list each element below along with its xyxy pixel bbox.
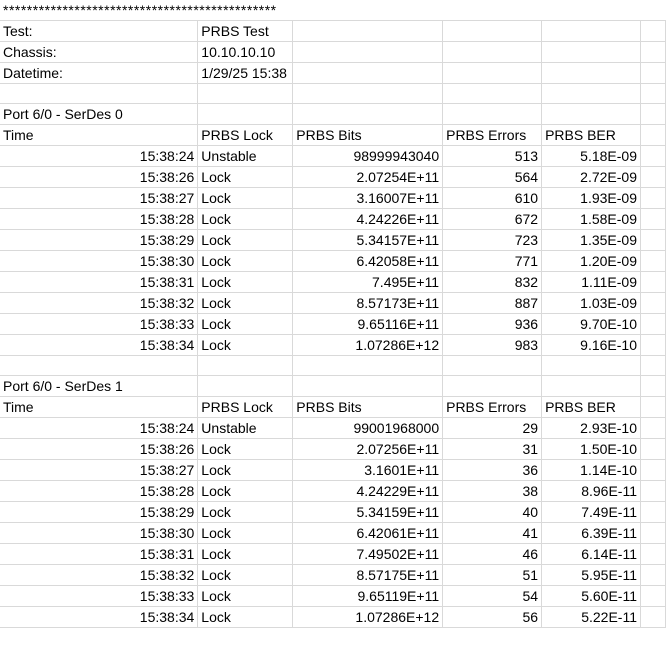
- empty-cell[interactable]: [641, 104, 666, 125]
- bits-cell[interactable]: 99001968000: [293, 418, 443, 439]
- empty-cell[interactable]: [641, 230, 666, 251]
- empty-cell[interactable]: [443, 84, 542, 104]
- bits-cell[interactable]: 4.24229E+11: [293, 481, 443, 502]
- errors-cell[interactable]: 887: [443, 293, 542, 314]
- errors-cell[interactable]: 36: [443, 460, 542, 481]
- errors-cell[interactable]: 610: [443, 188, 542, 209]
- table-row: [0, 418, 666, 439]
- section-title-cell[interactable]: Port 6/0 - SerDes 0: [0, 104, 198, 125]
- empty-cell[interactable]: [641, 314, 666, 335]
- lock-cell[interactable]: Unstable: [198, 418, 293, 439]
- bits-cell[interactable]: 7.495E+11: [293, 272, 443, 293]
- lock-cell[interactable]: Lock: [198, 167, 293, 188]
- empty-cell[interactable]: [641, 607, 666, 628]
- ber-cell[interactable]: 6.14E-11: [542, 544, 641, 565]
- errors-cell[interactable]: 983: [443, 335, 542, 356]
- table-row: [0, 460, 666, 481]
- section-title-cell[interactable]: Port 6/0 - SerDes 1: [0, 376, 198, 397]
- table-row: [0, 544, 666, 565]
- errors-cell[interactable]: 936: [443, 314, 542, 335]
- bits-cell[interactable]: 5.34157E+11: [293, 230, 443, 251]
- empty-cell[interactable]: [641, 293, 666, 314]
- time-cell[interactable]: 15:38:27: [0, 460, 198, 481]
- lock-cell[interactable]: Lock: [198, 230, 293, 251]
- ber-cell[interactable]: 9.16E-10: [542, 335, 641, 356]
- column-header-cell[interactable]: PRBS Errors: [443, 397, 542, 418]
- ber-cell[interactable]: 1.03E-09: [542, 293, 641, 314]
- errors-cell[interactable]: 31: [443, 439, 542, 460]
- empty-cell[interactable]: [198, 376, 293, 397]
- table-row: [0, 167, 666, 188]
- time-cell[interactable]: 15:38:34: [0, 335, 198, 356]
- column-header-cell[interactable]: PRBS Errors: [443, 125, 542, 146]
- lock-cell[interactable]: Lock: [198, 586, 293, 607]
- table-row: [0, 481, 666, 502]
- errors-cell[interactable]: 771: [443, 251, 542, 272]
- table-row: [0, 565, 666, 586]
- empty-cell[interactable]: [293, 356, 443, 376]
- empty-cell[interactable]: [641, 565, 666, 586]
- table-row: [0, 439, 666, 460]
- bits-cell[interactable]: 9.65119E+11: [293, 586, 443, 607]
- empty-cell[interactable]: [0, 356, 198, 376]
- ber-cell[interactable]: 1.14E-10: [542, 460, 641, 481]
- table-row: [0, 146, 666, 167]
- empty-cell[interactable]: [641, 0, 666, 21]
- empty-cell[interactable]: [293, 21, 443, 42]
- bits-cell[interactable]: 2.07256E+11: [293, 439, 443, 460]
- empty-cell[interactable]: [443, 376, 542, 397]
- table-row: [0, 251, 666, 272]
- table-row: [0, 209, 666, 230]
- lock-cell[interactable]: Lock: [198, 209, 293, 230]
- lock-cell[interactable]: Lock: [198, 460, 293, 481]
- time-cell[interactable]: 15:38:28: [0, 481, 198, 502]
- empty-cell[interactable]: [443, 104, 542, 125]
- lock-cell[interactable]: Lock: [198, 502, 293, 523]
- empty-cell[interactable]: [641, 21, 666, 42]
- empty-cell[interactable]: [542, 42, 641, 63]
- time-cell[interactable]: 15:38:32: [0, 293, 198, 314]
- empty-cell[interactable]: [198, 356, 293, 376]
- blank-row: [0, 84, 666, 104]
- column-header-cell[interactable]: PRBS Bits: [293, 125, 443, 146]
- lock-cell[interactable]: Lock: [198, 272, 293, 293]
- lock-cell[interactable]: Lock: [198, 314, 293, 335]
- time-cell[interactable]: 15:38:28: [0, 209, 198, 230]
- lock-cell[interactable]: Lock: [198, 335, 293, 356]
- ber-cell[interactable]: 5.95E-11: [542, 565, 641, 586]
- empty-cell[interactable]: [641, 125, 666, 146]
- empty-cell[interactable]: [641, 272, 666, 293]
- errors-cell[interactable]: 564: [443, 167, 542, 188]
- time-cell[interactable]: 15:38:34: [0, 607, 198, 628]
- time-cell[interactable]: 15:38:30: [0, 523, 198, 544]
- column-header-cell[interactable]: PRBS Lock: [198, 397, 293, 418]
- table-row: [0, 523, 666, 544]
- empty-cell[interactable]: [641, 335, 666, 356]
- bits-cell[interactable]: 8.57173E+11: [293, 293, 443, 314]
- empty-cell[interactable]: [542, 104, 641, 125]
- ber-cell[interactable]: 1.93E-09: [542, 188, 641, 209]
- empty-cell[interactable]: [0, 84, 198, 104]
- empty-cell[interactable]: [641, 63, 666, 84]
- meta-label-cell[interactable]: Test:: [0, 21, 198, 42]
- empty-cell[interactable]: [198, 104, 293, 125]
- empty-cell[interactable]: [293, 376, 443, 397]
- empty-cell[interactable]: [641, 460, 666, 481]
- empty-cell[interactable]: [542, 376, 641, 397]
- empty-cell[interactable]: [198, 84, 293, 104]
- time-cell[interactable]: 15:38:31: [0, 272, 198, 293]
- ber-cell[interactable]: 7.49E-11: [542, 502, 641, 523]
- table-row: [0, 607, 666, 628]
- empty-cell[interactable]: [641, 376, 666, 397]
- errors-cell[interactable]: 832: [443, 272, 542, 293]
- section-title-row: [0, 376, 666, 397]
- ber-cell[interactable]: 8.96E-11: [542, 481, 641, 502]
- banner-cell[interactable]: **********************************************: [0, 0, 443, 21]
- errors-cell[interactable]: 41: [443, 523, 542, 544]
- errors-cell[interactable]: 29: [443, 418, 542, 439]
- empty-cell[interactable]: [641, 188, 666, 209]
- empty-cell[interactable]: [641, 146, 666, 167]
- empty-cell[interactable]: [443, 0, 542, 21]
- table-row: [0, 230, 666, 251]
- lock-cell[interactable]: Lock: [198, 523, 293, 544]
- empty-cell[interactable]: [293, 63, 443, 84]
- empty-cell[interactable]: [542, 84, 641, 104]
- meta-label-cell[interactable]: Chassis:: [0, 42, 198, 63]
- table-row: [0, 502, 666, 523]
- empty-cell[interactable]: [443, 21, 542, 42]
- empty-cell[interactable]: [641, 523, 666, 544]
- meta-row: [0, 63, 666, 84]
- time-cell[interactable]: 15:38:26: [0, 167, 198, 188]
- empty-cell[interactable]: [542, 356, 641, 376]
- empty-cell[interactable]: [542, 21, 641, 42]
- empty-cell[interactable]: [641, 251, 666, 272]
- bits-cell[interactable]: 9.65116E+11: [293, 314, 443, 335]
- empty-cell[interactable]: [641, 586, 666, 607]
- meta-value-cell[interactable]: PRBS Test: [198, 21, 293, 42]
- lock-cell[interactable]: Unstable: [198, 146, 293, 167]
- ber-cell[interactable]: 9.70E-10: [542, 314, 641, 335]
- empty-cell[interactable]: [641, 167, 666, 188]
- bits-cell[interactable]: 3.16007E+11: [293, 188, 443, 209]
- time-cell[interactable]: 15:38:29: [0, 502, 198, 523]
- column-header-cell[interactable]: PRBS BER: [542, 397, 641, 418]
- empty-cell[interactable]: [641, 209, 666, 230]
- table-row: [0, 188, 666, 209]
- ber-cell[interactable]: 5.60E-11: [542, 586, 641, 607]
- ber-cell[interactable]: 1.50E-10: [542, 439, 641, 460]
- empty-cell[interactable]: [641, 397, 666, 418]
- meta-value-cell[interactable]: 10.10.10.10: [198, 42, 293, 63]
- lock-cell[interactable]: Lock: [198, 188, 293, 209]
- time-cell[interactable]: 15:38:24: [0, 146, 198, 167]
- errors-cell[interactable]: 513: [443, 146, 542, 167]
- bits-cell[interactable]: 2.07254E+11: [293, 167, 443, 188]
- bits-cell[interactable]: 6.42058E+11: [293, 251, 443, 272]
- bits-cell[interactable]: 3.1601E+11: [293, 460, 443, 481]
- time-cell[interactable]: 15:38:32: [0, 565, 198, 586]
- bits-cell[interactable]: 98999943040: [293, 146, 443, 167]
- ber-cell[interactable]: 1.35E-09: [542, 230, 641, 251]
- table-row: [0, 335, 666, 356]
- time-cell[interactable]: 15:38:33: [0, 586, 198, 607]
- ber-cell[interactable]: 1.20E-09: [542, 251, 641, 272]
- errors-cell[interactable]: 672: [443, 209, 542, 230]
- empty-cell[interactable]: [641, 439, 666, 460]
- lock-cell[interactable]: Lock: [198, 293, 293, 314]
- empty-cell[interactable]: [641, 418, 666, 439]
- meta-row: [0, 21, 666, 42]
- bits-cell[interactable]: 7.49502E+11: [293, 544, 443, 565]
- errors-cell[interactable]: 46: [443, 544, 542, 565]
- ber-cell[interactable]: 5.22E-11: [542, 607, 641, 628]
- lock-cell[interactable]: Lock: [198, 439, 293, 460]
- column-header-cell[interactable]: Time: [0, 125, 198, 146]
- column-header-cell[interactable]: PRBS Bits: [293, 397, 443, 418]
- empty-cell[interactable]: [641, 481, 666, 502]
- time-cell[interactable]: 15:38:26: [0, 439, 198, 460]
- empty-cell[interactable]: [443, 63, 542, 84]
- table-row: [0, 293, 666, 314]
- empty-cell[interactable]: [443, 356, 542, 376]
- empty-cell[interactable]: [641, 84, 666, 104]
- errors-cell[interactable]: 54: [443, 586, 542, 607]
- time-cell[interactable]: 15:38:33: [0, 314, 198, 335]
- time-cell[interactable]: 15:38:27: [0, 188, 198, 209]
- empty-cell[interactable]: [641, 356, 666, 376]
- bits-cell[interactable]: 6.42061E+11: [293, 523, 443, 544]
- ber-cell[interactable]: 2.72E-09: [542, 167, 641, 188]
- lock-cell[interactable]: Lock: [198, 607, 293, 628]
- errors-cell[interactable]: 56: [443, 607, 542, 628]
- time-cell[interactable]: 15:38:31: [0, 544, 198, 565]
- empty-cell[interactable]: [293, 84, 443, 104]
- section-title-row: [0, 104, 666, 125]
- table-row: [0, 272, 666, 293]
- ber-cell[interactable]: 2.93E-10: [542, 418, 641, 439]
- lock-cell[interactable]: Lock: [198, 251, 293, 272]
- empty-cell[interactable]: [542, 63, 641, 84]
- header-row: [0, 397, 666, 418]
- lock-cell[interactable]: Lock: [198, 565, 293, 586]
- bits-cell[interactable]: 4.24226E+11: [293, 209, 443, 230]
- ber-cell[interactable]: 5.18E-09: [542, 146, 641, 167]
- time-cell[interactable]: 15:38:24: [0, 418, 198, 439]
- header-row: [0, 125, 666, 146]
- bits-cell[interactable]: 1.07286E+12: [293, 335, 443, 356]
- meta-label-cell[interactable]: Datetime:: [0, 63, 198, 84]
- bits-cell[interactable]: 1.07286E+12: [293, 607, 443, 628]
- errors-cell[interactable]: 51: [443, 565, 542, 586]
- column-header-cell[interactable]: PRBS BER: [542, 125, 641, 146]
- meta-row: [0, 42, 666, 63]
- errors-cell[interactable]: 40: [443, 502, 542, 523]
- bits-cell[interactable]: 5.34159E+11: [293, 502, 443, 523]
- blank-row: [0, 356, 666, 376]
- meta-value-cell[interactable]: 1/29/25 15:38: [198, 63, 293, 84]
- ber-cell[interactable]: 1.11E-09: [542, 272, 641, 293]
- empty-cell[interactable]: [293, 42, 443, 63]
- empty-cell[interactable]: [641, 544, 666, 565]
- errors-cell[interactable]: 38: [443, 481, 542, 502]
- empty-cell[interactable]: [641, 502, 666, 523]
- banner-row: [0, 0, 666, 21]
- column-header-cell[interactable]: Time: [0, 397, 198, 418]
- column-header-cell[interactable]: PRBS Lock: [198, 125, 293, 146]
- table-row: [0, 586, 666, 607]
- bits-cell[interactable]: 8.57175E+11: [293, 565, 443, 586]
- time-cell[interactable]: 15:38:30: [0, 251, 198, 272]
- errors-cell[interactable]: 723: [443, 230, 542, 251]
- lock-cell[interactable]: Lock: [198, 481, 293, 502]
- table-row: [0, 314, 666, 335]
- empty-cell[interactable]: [542, 0, 641, 21]
- lock-cell[interactable]: Lock: [198, 544, 293, 565]
- empty-cell[interactable]: [293, 104, 443, 125]
- ber-cell[interactable]: 6.39E-11: [542, 523, 641, 544]
- empty-cell[interactable]: [641, 42, 666, 63]
- ber-cell[interactable]: 1.58E-09: [542, 209, 641, 230]
- empty-cell[interactable]: [443, 42, 542, 63]
- time-cell[interactable]: 15:38:29: [0, 230, 198, 251]
